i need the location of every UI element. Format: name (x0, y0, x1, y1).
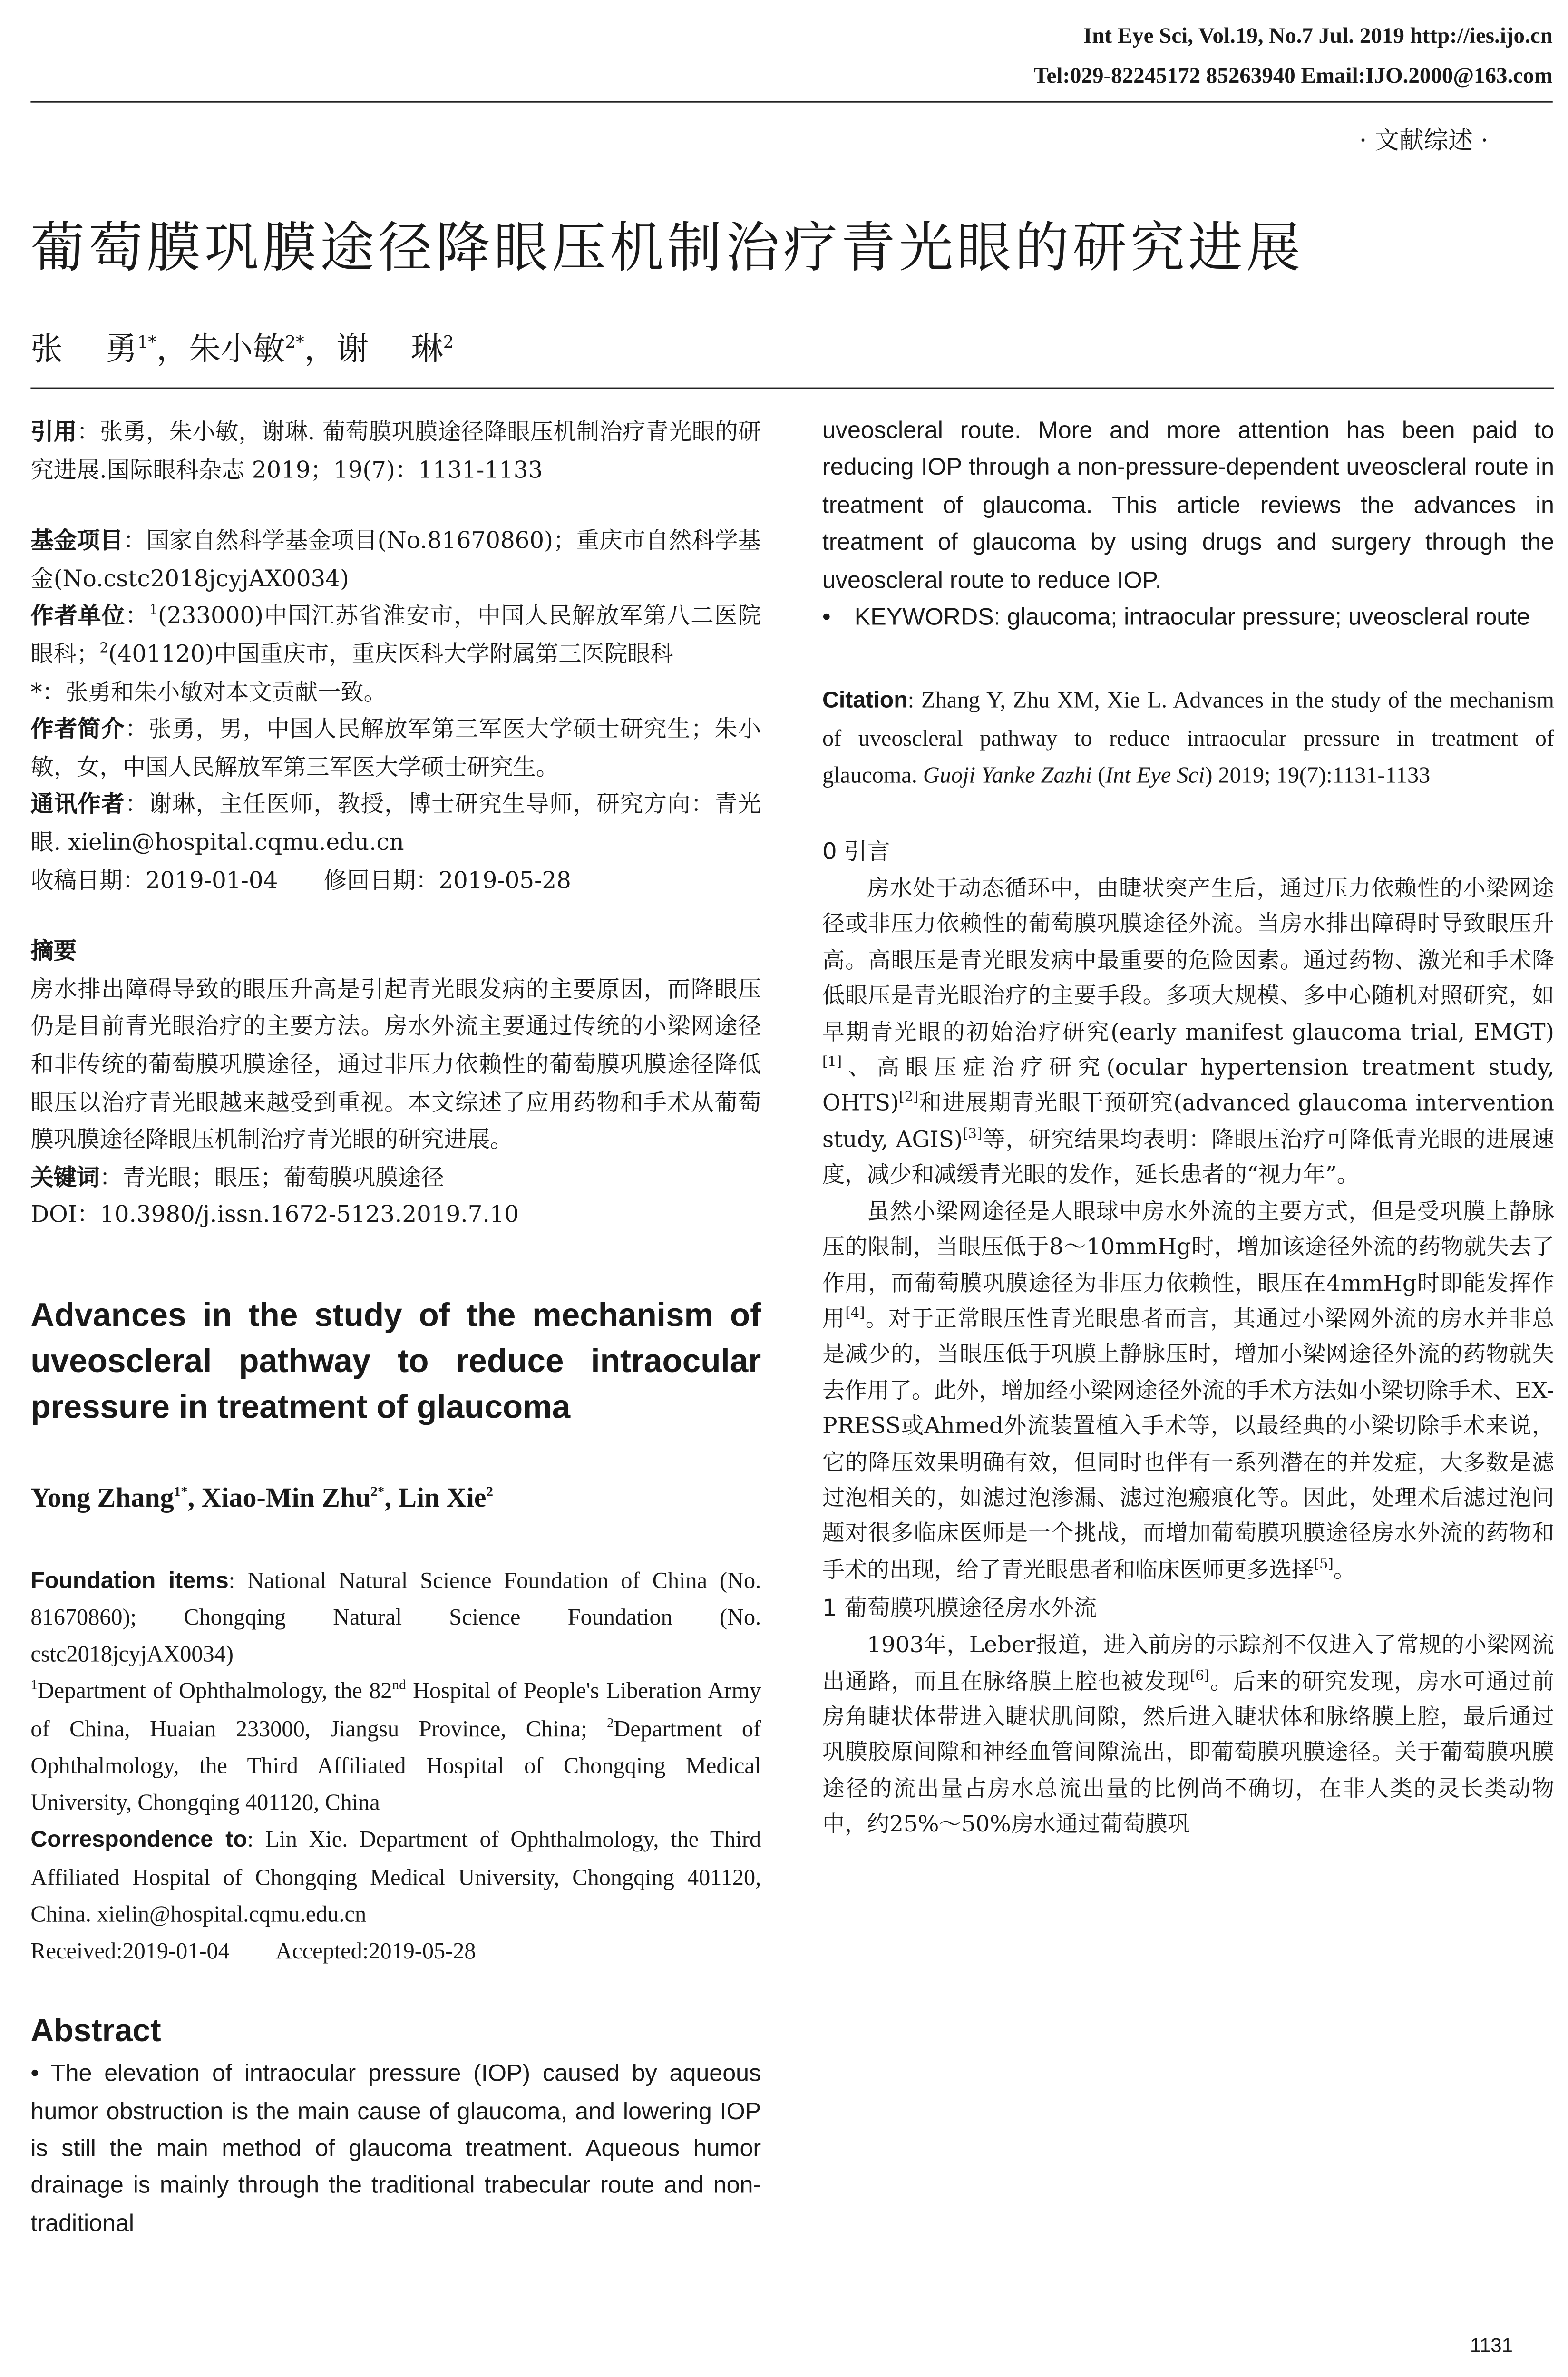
text-run: Advances in the study of the mechanism of uveoscleral pathway to reduce intraocular pressure in treatment of glaucoma (30, 1296, 761, 1426)
text-run: 房水排出障碍导致的眼压升高是引起青光眼发病的主要原因，而降眼压仍是目前青光眼治疗的主要方法。房水外流主要通过传统的小梁网途径和非传统的葡萄膜巩膜途径，通过非压力依赖性的葡萄膜巩膜途径降低眼压以治疗青光眼越来越受到重视。本文综述了应用药物和手术从葡萄膜巩膜途径降眼压机制治疗青光眼的研究进展。 (30, 975, 761, 1153)
article-title-cn: 葡萄膜巩膜途径降眼压机制治疗青光眼的研究进展 (30, 217, 1304, 281)
superscript: 2* (370, 1483, 385, 1499)
left-paragraph (30, 1934, 761, 1971)
text-run: 1903年，Leber报道，进入前房的示踪剂不仅进入了常规的小梁网流出通路，而且在脉络膜上腔也被发现 (822, 1632, 1554, 1695)
left-paragraph (30, 413, 761, 488)
field-label: 作者单位 (30, 602, 126, 630)
left-paragraph (30, 1675, 761, 1823)
text-run: 等，研究结果均表明：降眼压治疗可降低青光眼的进展速度，减少和减缓青光眼的发作，延长患者的“视力年”。 (822, 1127, 1554, 1189)
text-run: ：谢琳，主任医师，教授，博士研究生导师，研究方向：青光眼. xielin@hospital.cqmu.edu.cn (30, 790, 761, 856)
text-run: 和进展期青光眼干预研究(advanced glaucoma intervention study, AGIS) (822, 1091, 1554, 1153)
left-paragraph (30, 1822, 761, 1934)
right-paragraph (822, 1588, 1554, 1628)
left-paragraph (30, 970, 761, 1159)
text-run: 虽然小梁网途径是人眼球中房水外流的主要方式，但是受巩膜上静脉压的限制，当眼压低于8～10mmHg时，增加该途径外流的药物就失去了作用，而葡萄膜巩膜途径为非压力依赖性，眼压在4mmHg时即能发挥作用 (822, 1198, 1554, 1332)
text-run: Department of Ophthalmology, the Third Affiliated Hospital of Chongqing Medical University, Chongqing 401120, China (30, 1717, 761, 1816)
left-paragraph (30, 933, 761, 970)
text-run: • The elevation of intraocular pressure (IOP) caused by aqueous humor obstruction is the main cause of glaucoma, and lowering IOP is still the main method of glaucoma treatment. Aqueous humor drainage is mainly through the traditional trabecular route and non-traditional (30, 2061, 761, 2237)
field-label: Correspondence to (30, 1827, 247, 1853)
field-label: Citation (822, 688, 908, 714)
text-run: ) 2019; 19(7):1131-1133 (1205, 764, 1431, 789)
author-superscript: 2* (285, 332, 304, 352)
superscript: nd (392, 1677, 406, 1693)
left-paragraph (30, 861, 761, 899)
right-paragraph (822, 413, 1554, 600)
field-label: 基金项目 (30, 527, 123, 555)
superscript: [5] (1314, 1557, 1334, 1573)
left-paragraph (30, 1196, 761, 1234)
field-label: 摘要 (30, 937, 77, 965)
text-run: Hospital of People's Liberation Army of China, Huaian 233000, Jiangsu Province, China; (30, 1680, 761, 1743)
author-text-run: ，朱小敏 (156, 331, 285, 368)
left-paragraph (30, 598, 761, 673)
superscript: [1] (822, 1055, 842, 1071)
superscript: 1 (30, 1677, 38, 1693)
superscript: [4] (845, 1306, 865, 1322)
left-paragraph (30, 1482, 761, 1514)
left-paragraph (30, 2014, 761, 2050)
text-run: Yong Zhang (30, 1482, 174, 1513)
field-label: 关键词 (30, 1163, 100, 1191)
superscript: [6] (1190, 1668, 1210, 1684)
author-text-run: 张 勇 (30, 331, 137, 368)
right-paragraph (822, 600, 1554, 638)
text-run: DOI：10.3980/j.issn.1672-5123.2019.7.10 (30, 1201, 519, 1229)
italic-text: Guoji Yanke Zazhi (923, 764, 1092, 789)
superscript: 2 (99, 641, 108, 657)
text-run: ：国家自然科学基金项目(No.81670860)；重庆市自然科学基金(No.cstc2018jcyjAX0034) (30, 527, 761, 593)
text-run: , Lin Xie (384, 1482, 487, 1513)
left-paragraph (30, 1159, 761, 1196)
text-run: Abstract (30, 2014, 161, 2049)
author-superscript: 2 (443, 332, 454, 352)
journal-citation-header: Int Eye Sci, Vol.19, No.7 Jul. 2019 http://ies.ijo.cn (1083, 24, 1553, 49)
text-run: ： (125, 602, 149, 630)
text-run: uveoscleral route. More and more attention has been paid to reducing IOP through a non-pressure-dependent uveoscleral route in treatment of glaucoma. This article reviews the advances in treatment of glaucoma by using drugs and surgery through the uveoscleral route to reduce IOP. (822, 418, 1554, 594)
text-run: 、高眼压症治疗研究(ocular hypertension treatment study, OHTS) (822, 1055, 1554, 1117)
field-label: 通讯作者 (30, 790, 125, 818)
text-run: Department of Ophthalmology, the 82 (37, 1680, 392, 1705)
italic-text: Int Eye Sci (1105, 764, 1205, 789)
text-run: ( (1091, 764, 1106, 789)
left-paragraph (30, 2056, 761, 2243)
left-paragraph (30, 523, 761, 598)
left-paragraph (30, 711, 761, 786)
right-paragraph (822, 871, 1554, 1194)
text-run: Received:2019-01-04 Accepted:2019-05-28 (30, 1940, 476, 1965)
left-paragraph (30, 673, 761, 711)
left-paragraph (30, 1563, 761, 1675)
text-run: ：张勇，朱小敏，谢琳. 葡萄膜巩膜途径降眼压机制治疗青光眼的研究进展.国际眼科杂志 2019；19(7)：1131-1133 (30, 418, 761, 484)
superscript: 1 (149, 604, 158, 619)
text-run: , Xiao-Min Zhu (187, 1482, 371, 1513)
superscript: 2 (486, 1483, 494, 1499)
text-run: (401120)中国重庆市，重庆医科大学附属第三医院眼科 (108, 640, 673, 668)
column-tag: · 文献综述 · (1359, 126, 1489, 155)
text-run: 。对于正常眼压性青光眼患者而言，其通过小梁网外流的房水并非总是减少的，当眼压低于巩膜上静脉压时，增加小梁网途径外流的药物就失去作用了。此外，增加经小梁网途径外流的手术方法如小梁切除手术、EX-PRESS或Ahmed外流装置植入手术等，以最经典的小梁切除手术来说，它的降压效果明确有效，但同时也伴有一系列潜在的并发症，大多数是滤过泡相关的，如滤过泡渗漏、滤过泡瘢痕化等。因此，处理术后滤过泡问题对很多临床医师是一个挑战，而增加葡萄膜巩膜途径房水外流的药物和手术的出现，给了青光眼患者和临床医师更多选择 (822, 1306, 1554, 1583)
field-label: 引用 (30, 418, 77, 446)
text-run: 。后来的研究发现，房水可通过前房角睫状体带进入睫状肌间隙，然后进入睫状体和脉络膜上腔，最后通过巩膜胶原间隙和神经血管间隙流出，即葡萄膜巩膜途径。关于葡萄膜巩膜途径的流出量占房水总流出量的比例尚不确切，在非人类的灵长类动物中，约25%～50%房水通过葡萄膜巩 (822, 1668, 1554, 1838)
text-run: : National Natural Science Foundation of China (No. 81670860); Chongqing Natural Science Foundation (No. cstc2018jcyjAX0034) (30, 1569, 761, 1668)
author-text-run: ，谢 琳 (304, 331, 443, 368)
text-run: *：张勇和朱小敏对本文贡献一致。 (30, 677, 387, 705)
right-paragraph (822, 1628, 1554, 1843)
title-rule (30, 388, 1554, 389)
author-superscript: 1* (137, 332, 157, 352)
text-run: 1 葡萄膜巩膜途径房水外流 (822, 1594, 1097, 1622)
left-paragraph (30, 1292, 761, 1430)
text-run: ：张勇，男，中国人民解放军第三军医大学硕士研究生；朱小敏，女，中国人民解放军第三军医大学硕士研究生。 (30, 715, 761, 781)
left-paragraph (30, 786, 761, 861)
right-paragraph (822, 831, 1554, 871)
text-run: • KEYWORDS: glaucoma; intraocular pressure; uveoscleral route (822, 604, 1530, 631)
author-line-cn (30, 325, 454, 371)
page-number: 1131 (1470, 2333, 1513, 2357)
right-paragraph (822, 683, 1554, 795)
text-run: 0 引言 (822, 838, 890, 866)
superscript: 1* (174, 1483, 188, 1499)
field-label: 作者简介 (30, 715, 125, 743)
header-rule (30, 101, 1552, 103)
right-column (822, 413, 1554, 1843)
text-run: 收稿日期：2019-01-04 修回日期：2019-05-28 (30, 866, 571, 894)
text-run: ：青光眼；眼压；葡萄膜巩膜途径 (99, 1163, 444, 1191)
superscript: [2] (899, 1091, 919, 1107)
text-run: 房水处于动态循环中，由睫状突产生后，通过压力依赖性的小梁网途径或非压力依赖性的葡萄膜巩膜途径外流。当房水排出障碍时导致眼压升高。高眼压是青光眼发病中最重要的危险因素。通过药物、激光和手术降低眼压是青光眼治疗的主要手段。多项大规模、多中心随机对照研究，如早期青光眼的初始治疗研究(early manifest glaucoma trial, EMGT) (822, 876, 1554, 1045)
journal-contact-header: Tel:029-82245172 85263940 Email:IJO.2000@163.com (1033, 64, 1553, 89)
text-run: : Zhang Y, Zhu XM, Xie L. Advances in the study of the mechanism of uveoscleral pathway to reduce intraocular pressure in treatment of glaucoma. (822, 690, 1554, 789)
text-run: (233000)中国江苏省淮安市，中国人民解放军第八二医院眼科； (30, 602, 761, 668)
right-paragraph (822, 1194, 1554, 1588)
superscript: 2 (607, 1715, 614, 1730)
text-run: : Lin Xie. Department of Ophthalmology, the Third Affiliated Hospital of Chongqing Medical University, Chongqing 401120, China. xielin@hospital.cqmu.edu.cn (30, 1829, 761, 1928)
field-label: Foundation items (30, 1568, 229, 1594)
text-run: 。 (1333, 1557, 1356, 1583)
left-column (30, 413, 761, 2243)
superscript: [3] (963, 1127, 983, 1142)
